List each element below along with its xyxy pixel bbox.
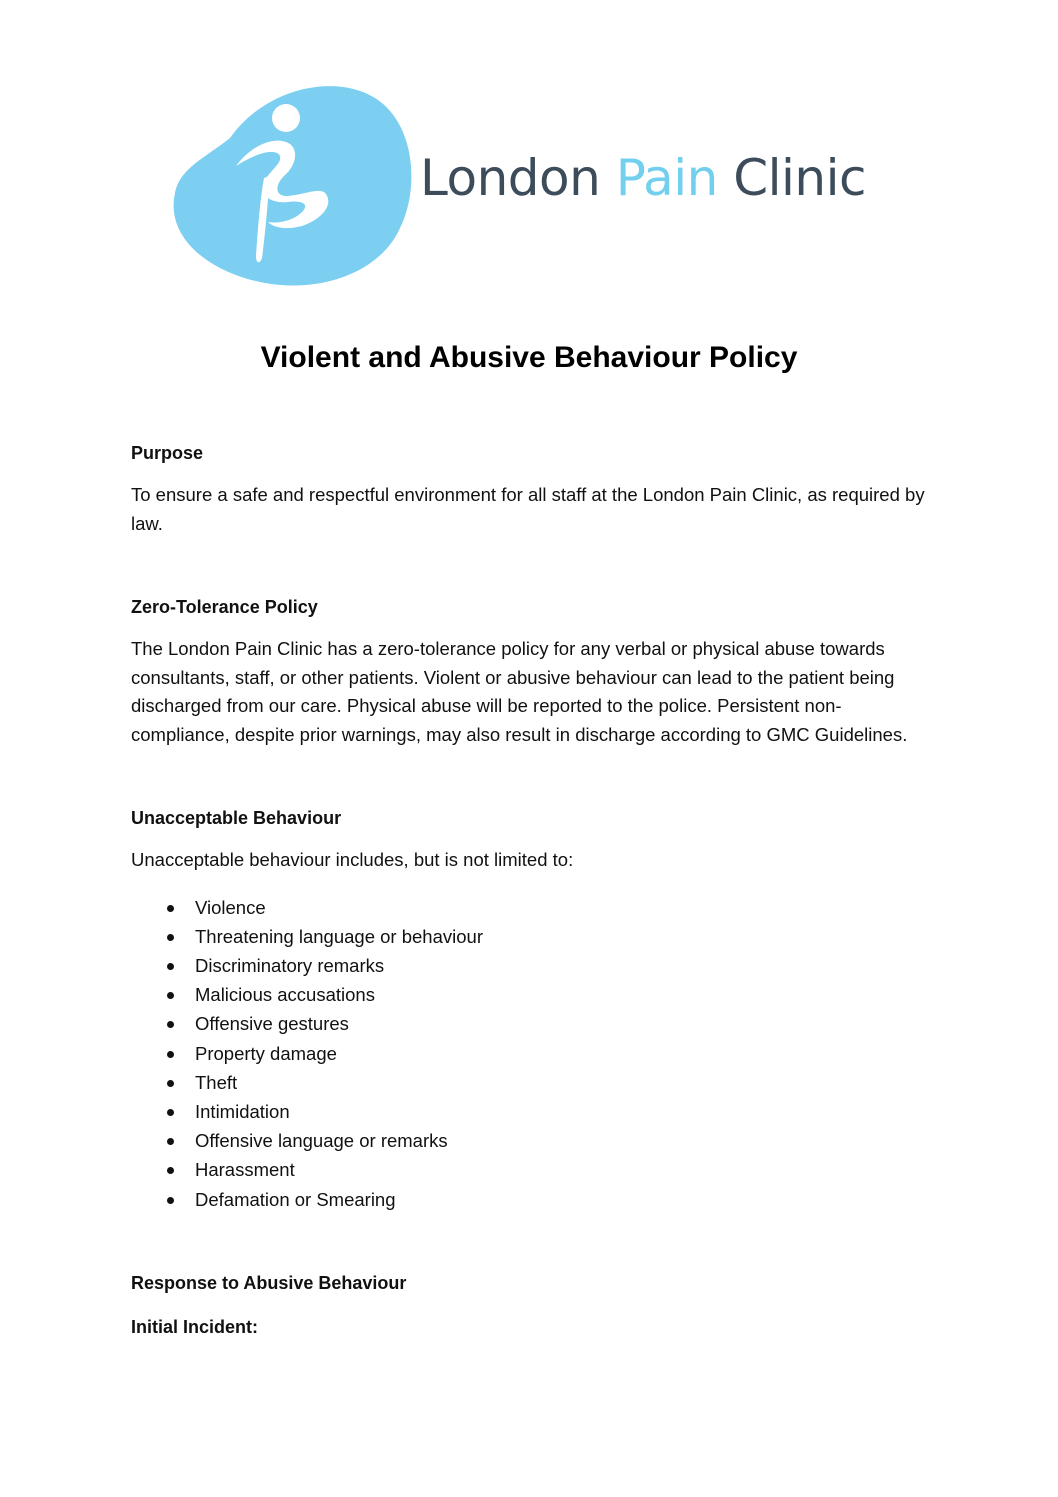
brand-word-clinic: Clinic — [733, 149, 867, 207]
list-item: Violence — [131, 893, 931, 922]
page-title: Violent and Abusive Behaviour Policy — [260, 341, 798, 374]
brand-word-london: London — [420, 149, 601, 207]
unacceptable-list — [131, 893, 931, 1214]
bullet-icon — [167, 1021, 174, 1028]
brand-name — [420, 148, 866, 208]
bullet-icon — [167, 1109, 174, 1116]
list-item: Theft — [131, 1068, 931, 1097]
list-item: Defamation or Smearing — [131, 1185, 931, 1214]
bullet-icon — [167, 1051, 174, 1058]
bullet-icon — [167, 1138, 174, 1145]
unacceptable-intro: Unacceptable behaviour includes, but is not limited to: — [131, 849, 574, 870]
clinic-logo — [170, 78, 930, 293]
purpose-heading: Purpose — [131, 443, 204, 463]
list-item: Malicious accusations — [131, 980, 931, 1009]
bullet-icon — [167, 963, 174, 970]
list-item: Property damage — [131, 1039, 931, 1068]
zero-tolerance-body: The London Pain Clinic has a zero-tolerance policy for any verbal or physical abuse towards consultants, staff, or other patients. Violent or abusive behaviour can lead to the patient being discharged from our care. Physical abuse will be reported to the police. Persistent non-compliance, despite prior warnings, may also result in discharge according to GMC Guidelines. — [131, 638, 908, 745]
initial-incident-heading: Initial Incident: — [131, 1316, 259, 1337]
zero-tolerance-heading: Zero-Tolerance Policy — [131, 597, 318, 617]
bullet-icon — [167, 905, 174, 912]
list-item: Discriminatory remarks — [131, 951, 931, 980]
unacceptable-heading: Unacceptable Behaviour — [131, 808, 342, 828]
purpose-body: To ensure a safe and respectful environment for all staff at the London Pain Clinic, as required by law. — [131, 484, 925, 534]
list-item: Intimidation — [131, 1097, 931, 1126]
bullet-icon — [167, 1197, 174, 1204]
bullet-icon — [167, 992, 174, 999]
list-item: Offensive gestures — [131, 1009, 931, 1038]
bullet-icon — [167, 934, 174, 941]
document-body — [131, 440, 931, 1340]
list-item: Threatening language or behaviour — [131, 922, 931, 951]
brand-word-pain: Pain — [615, 149, 718, 207]
bullet-icon — [167, 1080, 174, 1087]
list-item: Offensive language or remarks — [131, 1126, 931, 1155]
response-heading: Response to Abusive Behaviour — [131, 1272, 407, 1293]
list-item: Harassment — [131, 1155, 931, 1184]
bullet-icon — [167, 1167, 174, 1174]
